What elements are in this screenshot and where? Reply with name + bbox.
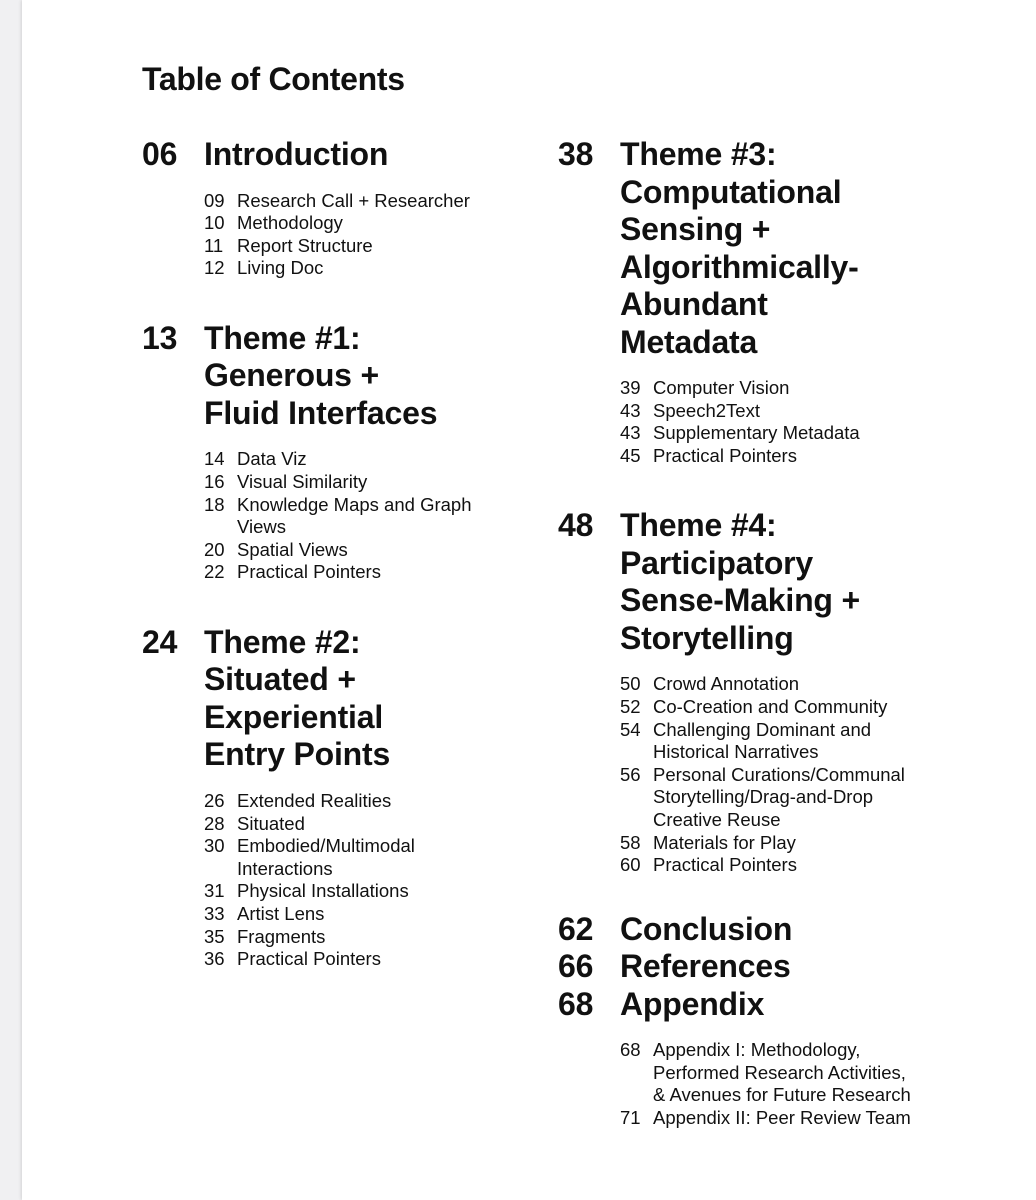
subsection-item[interactable] — [204, 835, 542, 880]
subsection-title-line: Co-Creation and Community — [653, 695, 888, 717]
subsection-page-number: 33 — [204, 902, 225, 924]
subsection-title-line: Performed Research Activities, — [653, 1061, 906, 1083]
subsection-item[interactable] — [204, 880, 542, 903]
subsection-page-number: 43 — [620, 422, 641, 444]
subsection-item[interactable] — [620, 673, 1036, 696]
subsection-title-line: Extended Realities — [237, 789, 392, 811]
section-page-number: 68 — [558, 985, 594, 1022]
subsection-item[interactable] — [620, 377, 1036, 400]
subsection-title-line: Practical Pointers — [237, 948, 381, 970]
subsection-page-number: 10 — [204, 212, 225, 234]
section-title-line: Storytelling — [620, 619, 794, 656]
subsection-title-line: Speech2Text — [653, 399, 760, 421]
subsection-title-line: Methodology — [237, 212, 343, 234]
subsection-item[interactable] — [620, 764, 1036, 832]
subsection-item[interactable] — [620, 422, 1036, 445]
subsection-list — [558, 673, 1036, 876]
subsection-page-number: 14 — [204, 448, 225, 470]
section-title-line: Fluid Interfaces — [204, 394, 438, 431]
subsection-page-number: 43 — [620, 399, 641, 421]
subsection-title-line: Physical Installations — [237, 880, 409, 902]
section-title-line: Participatory — [620, 544, 814, 581]
subsection-item[interactable] — [620, 1039, 1036, 1107]
subsection-item[interactable] — [204, 539, 542, 562]
subsection-page-number: 56 — [620, 763, 641, 785]
toc-section — [142, 136, 542, 280]
subsection-title-line: Practical Pointers — [237, 561, 381, 583]
toc-section — [142, 320, 542, 584]
subsection-title-line: Artist Lens — [237, 902, 325, 924]
subsection-page-number: 36 — [204, 948, 225, 970]
section-title-line: Experiential — [204, 698, 384, 735]
subsection-title-line: Creative Reuse — [653, 808, 781, 830]
subsection-title-line: Knowledge Maps and Graph — [237, 493, 472, 515]
page-title: Table of Contents — [142, 61, 405, 97]
section-title-line: Theme #1: — [204, 319, 361, 356]
subsection-title-line: Data Viz — [237, 448, 307, 470]
subsection-page-number: 50 — [620, 673, 641, 695]
subsection-title-line: Living Doc — [237, 257, 324, 279]
subsection-page-number: 26 — [204, 789, 225, 811]
subsection-title-line: Computer Vision — [653, 377, 790, 398]
subsection-page-number: 12 — [204, 257, 225, 279]
subsection-item[interactable] — [204, 190, 542, 213]
subsection-item[interactable] — [204, 903, 542, 926]
subsection-title-line: Situated — [237, 812, 305, 834]
subsection-title-line: & Avenues for Future Research — [653, 1084, 911, 1106]
section-heading[interactable] — [558, 986, 1036, 1024]
subsection-page-number: 16 — [204, 470, 225, 492]
document-page — [22, 0, 1036, 1200]
subsection-title-line: Practical Pointers — [653, 444, 797, 466]
section-title-line: Conclusion — [620, 910, 793, 947]
subsection-page-number: 28 — [204, 812, 225, 834]
section-title-line: Abundant — [620, 286, 768, 322]
subsection-page-number: 58 — [620, 831, 641, 853]
section-title-line: Computational — [620, 173, 842, 210]
subsection-title-line: Supplementary Metadata — [653, 422, 860, 444]
subsection-title-line: Visual Similarity — [237, 470, 368, 492]
subsection-item[interactable] — [204, 494, 542, 539]
section-page-number: 13 — [142, 319, 178, 356]
toc-right-column — [558, 136, 1036, 1130]
section-title-line: Sense-Making + — [620, 582, 860, 619]
subsection-title-line: Storytelling/Drag-and-Drop — [653, 786, 874, 808]
subsection-list — [142, 190, 542, 280]
subsection-item[interactable] — [204, 448, 542, 471]
toc-section — [558, 507, 1036, 876]
section-title-line: Metadata — [620, 323, 758, 360]
section-title-line: Sensing + — [620, 211, 771, 247]
section-title-line: Situated + — [204, 661, 356, 698]
subsection-title-line: Spatial Views — [237, 538, 348, 560]
subsection-page-number: 54 — [620, 718, 641, 740]
subsection-item[interactable] — [620, 1107, 1036, 1130]
subsection-title-line: Appendix II: Peer Review Team — [653, 1107, 911, 1128]
subsection-page-number: 39 — [620, 377, 641, 398]
subsection-title-line: Report Structure — [237, 234, 373, 256]
section-page-number: 24 — [142, 623, 178, 660]
subsection-title-line: Practical Pointers — [653, 854, 797, 876]
subsection-title-line: Personal Curations/Communal — [653, 763, 905, 785]
subsection-page-number: 22 — [204, 561, 225, 583]
subsection-page-number: 11 — [204, 234, 224, 256]
section-page-number: 66 — [558, 948, 594, 985]
toc-section — [142, 624, 542, 971]
subsection-item[interactable] — [620, 400, 1036, 423]
section-page-number: 62 — [558, 910, 594, 947]
subsection-page-number: 71 — [620, 1107, 641, 1128]
section-title-line: Theme #3: — [620, 136, 777, 172]
section-page-number: 38 — [558, 136, 594, 172]
subsection-list — [142, 790, 542, 971]
subsection-item[interactable] — [204, 257, 542, 280]
subsection-list — [558, 377, 1036, 467]
toc-section — [558, 136, 1036, 467]
section-title-line: Theme #2: — [204, 623, 361, 660]
section-title-line: References — [620, 948, 791, 985]
section-title-line: Appendix — [620, 985, 765, 1022]
section-title-line: Algorithmically- — [620, 248, 859, 285]
section-title-line: Theme #4: — [620, 507, 777, 544]
section-title-line: Introduction — [204, 136, 389, 172]
subsection-title-line: Research Call + Researcher — [237, 189, 470, 211]
section-heading[interactable] — [558, 948, 1036, 986]
section-title-line: Entry Points — [204, 736, 391, 773]
section-heading[interactable] — [558, 136, 1036, 361]
subsection-title-line: Views — [237, 516, 287, 538]
subsection-page-number: 18 — [204, 493, 225, 515]
subsection-item[interactable] — [204, 212, 542, 235]
section-heading[interactable] — [142, 624, 542, 774]
section-heading[interactable] — [142, 136, 542, 174]
subsection-page-number: 20 — [204, 538, 225, 560]
section-heading[interactable] — [558, 507, 1036, 657]
subsection-page-number: 45 — [620, 444, 641, 466]
subsection-title-line: Embodied/Multimodal — [237, 835, 415, 857]
subsection-item[interactable] — [620, 445, 1036, 468]
toc-section — [558, 948, 1036, 986]
subsection-page-number: 09 — [204, 189, 225, 211]
subsection-page-number: 31 — [204, 880, 225, 902]
subsection-item[interactable] — [204, 471, 542, 494]
subsection-page-number: 30 — [204, 835, 225, 857]
subsection-item[interactable] — [620, 832, 1036, 855]
subsection-title-line: Historical Narratives — [653, 741, 819, 763]
subsection-list — [142, 448, 542, 584]
subsection-title-line: Challenging Dominant and — [653, 718, 872, 740]
subsection-page-number: 60 — [620, 854, 641, 876]
subsection-item[interactable] — [204, 235, 542, 258]
subsection-page-number: 35 — [204, 925, 225, 947]
subsection-item[interactable] — [204, 813, 542, 836]
subsection-page-number: 52 — [620, 695, 641, 717]
subsection-item[interactable] — [204, 926, 542, 949]
subsection-page-number: 68 — [620, 1039, 641, 1061]
subsection-list — [558, 1039, 1036, 1129]
subsection-item[interactable] — [620, 696, 1036, 719]
subsection-title-line: Materials for Play — [653, 831, 796, 853]
section-heading[interactable] — [142, 320, 542, 433]
subsection-title-line: Crowd Annotation — [653, 673, 800, 695]
section-page-number: 48 — [558, 507, 594, 544]
subsection-title-line: Appendix I: Methodology, — [653, 1039, 861, 1061]
subsection-item[interactable] — [204, 561, 542, 584]
subsection-item[interactable] — [204, 790, 542, 813]
subsection-item[interactable] — [204, 948, 542, 971]
subsection-title-line: Interactions — [237, 857, 333, 879]
section-page-number: 06 — [142, 136, 178, 172]
toc-section — [558, 911, 1036, 949]
toc-left-column — [142, 136, 542, 971]
subsection-item[interactable] — [620, 719, 1036, 764]
section-heading[interactable] — [558, 911, 1036, 949]
subsection-item[interactable] — [620, 854, 1036, 877]
section-title-line: Generous + — [204, 357, 379, 394]
subsection-title-line: Fragments — [237, 925, 326, 947]
toc-section — [558, 986, 1036, 1130]
